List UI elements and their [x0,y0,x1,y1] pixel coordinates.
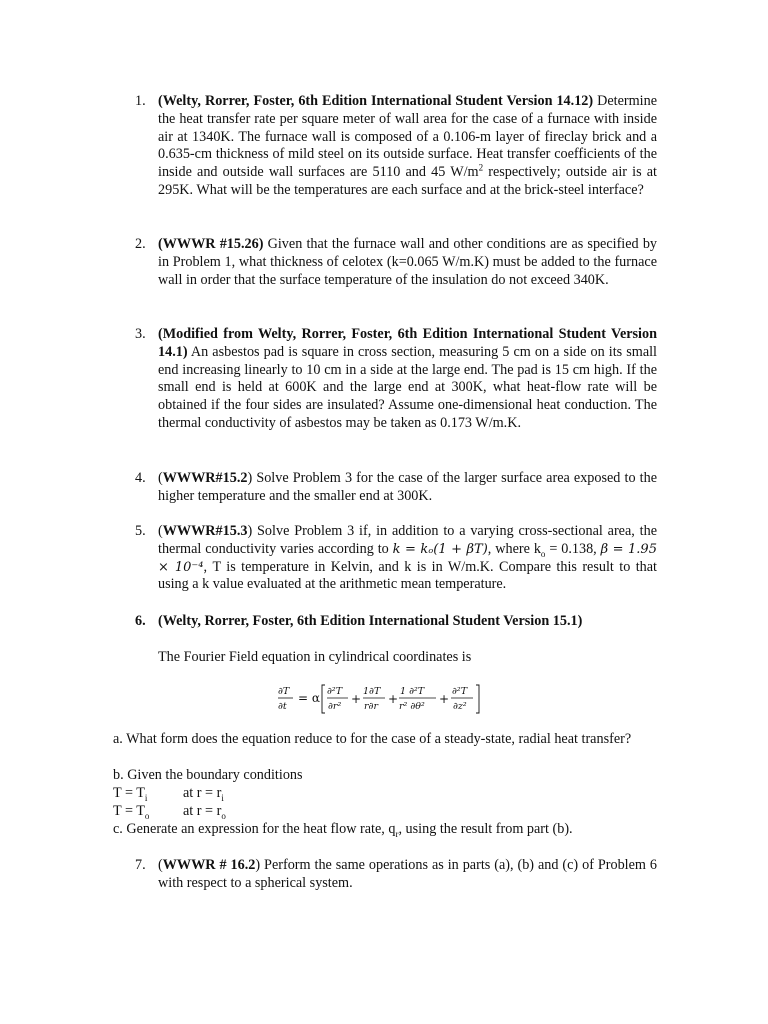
subscript: i [221,792,224,803]
problem-source: WWWR#15.3 [162,523,248,539]
paren-open: ( [158,523,163,539]
eq-term2-denominator: r∂r [364,701,378,712]
part-a-text: a. What form does the equation reduce to for the case of a steady-state, radial heat transfer? [113,731,632,747]
fourier-field-equation [278,682,498,716]
problem-source: (WWWR #15.26) [158,236,264,252]
problem-7 [135,857,657,893]
eq-term4-numerator: ∂²T [452,686,468,697]
bc-lhs: T = T [113,785,145,801]
problem-text: = 0.138, [545,540,601,557]
problem-5 [135,523,657,594]
paren-close: ) [255,857,261,873]
eq-lhs-numerator: ∂T [278,686,290,697]
eq-plus: + [351,692,362,706]
problem-text: , T is temperature in Kelvin, and k is in W/m.K. Compare this result to that using a k value evaluated at the arithmetic mean temperature. [158,558,657,593]
part-c-text: , using the result from part (b). [398,821,573,837]
part-b-text: b. Given the boundary conditions [113,767,303,783]
problem-source: (Welty, Rorrer, Foster, 6th Edition International Student Version 14.12) [158,93,594,109]
problem-source: (Welty, Rorrer, Foster, 6th Edition International Student Version 15.1) [158,613,583,629]
problem-text: Given that the furnace wall and other conditions are as specified by in Problem 1, what thickness of celotex (k=0.065 W/m.K) must be added to the furnace wall in order that the surface temperature of the insulation do not exceed 340K. [158,236,658,288]
superscript: 2 [478,162,484,173]
problem-6 [135,613,657,631]
problem-number: 3. [135,326,146,342]
conductivity-formula: k = kₒ(1 + βT) [392,541,488,557]
eq-term1-numerator: ∂²T [327,686,343,697]
bc-rhs: at r = r [183,785,222,801]
paren-close: ) [247,523,253,539]
problem-text: Perform the same operations as in parts (a), (b) and (c) of Problem 6 with respect to a spherical system. [158,857,657,891]
subscript: o [540,548,546,559]
beta-formula: β = 1.95 × 10⁻⁴ [158,541,657,575]
problem-number: 6. [135,613,146,629]
problem-source: WWWR # 16.2 [162,857,256,873]
eq-equals-alpha: = α [298,691,320,705]
problem-text: Solve Problem 3 for the case of the larger surface area exposed to the higher temperature and the smaller end at 300K. [158,470,657,504]
eq-term3-numerator: 1 ∂²T [400,686,425,697]
subscript: o [144,810,150,821]
problem-number: 2. [135,236,146,252]
eq-term1-denominator: ∂r² [328,701,342,712]
part-c-text: c. Generate an expression for the heat flow rate, q [113,821,396,837]
eq-plus: + [439,692,450,706]
bc-rhs: at r = r [183,803,222,819]
subscript: r [395,828,399,839]
part-c [113,821,658,844]
paren-open: ( [158,857,163,873]
problem-text: , where k [487,540,541,557]
paren-open: ( [158,470,163,486]
eq-term4-denominator: ∂z² [453,701,467,712]
problem-text: respectively; outside air is at 295K. What will be the temperatures are each surface and at the brick-steel interface? [158,164,657,198]
eq-term2-numerator: 1∂T [363,686,381,697]
problem-3 [135,326,657,433]
eq-plus: + [388,692,399,706]
eq-term3-denominator: r² ∂θ² [399,701,425,712]
subscript: o [221,810,226,821]
problem-source: WWWR#15.2 [162,470,248,486]
problem-text: Determine the heat transfer rate per square meter of wall area for the case of a furnace with inside air at 1340K. The furnace wall is composed of a 0.106-m layer of fireclay brick and a 0.635-cm thickness of mild steel on its outside surface. Heat transfer coefficients of the inside and outside wall surfaces are 5110 and 45 W/m [158,93,658,181]
problem-source: (Modified from Welty, Rorrer, Foster, 6th Edition International Student Version 14.1) [158,326,657,360]
eq-lhs-denominator: ∂t [278,701,287,712]
problem-1 [135,93,657,200]
problem-number: 7. [135,857,146,873]
problem-2 [135,236,657,289]
problem-number: 4. [135,470,146,486]
bc-lhs: T = T [113,803,145,819]
paren-close: ) [247,470,253,486]
problem-text: Solve Problem 3 if, in addition to a varying cross-sectional area, the thermal conductivity varies according to [158,523,657,557]
problem-6-intro [135,649,657,667]
part-a [113,731,658,749]
problem-number: 5. [135,523,146,539]
problem-4 [135,470,657,506]
subscript: i [144,792,148,803]
part-b [113,767,658,785]
intro-text: The Fourier Field equation in cylindrical coordinates is [158,649,472,665]
problem-text: An asbestos pad is square in cross section, measuring 5 cm on a side on its small end increasing linearly to 10 cm in a side at the large end. The pad is 15 cm high. If the small end is held at 600K and the large end at 300K, what heat-flow rate will be obtained if the four sides are insulated? Assume one-dimensional heat conduction. The thermal conductivity of asbestos may be taken as 0.173 W/m.K. [158,343,657,431]
problem-number: 1. [135,93,146,109]
